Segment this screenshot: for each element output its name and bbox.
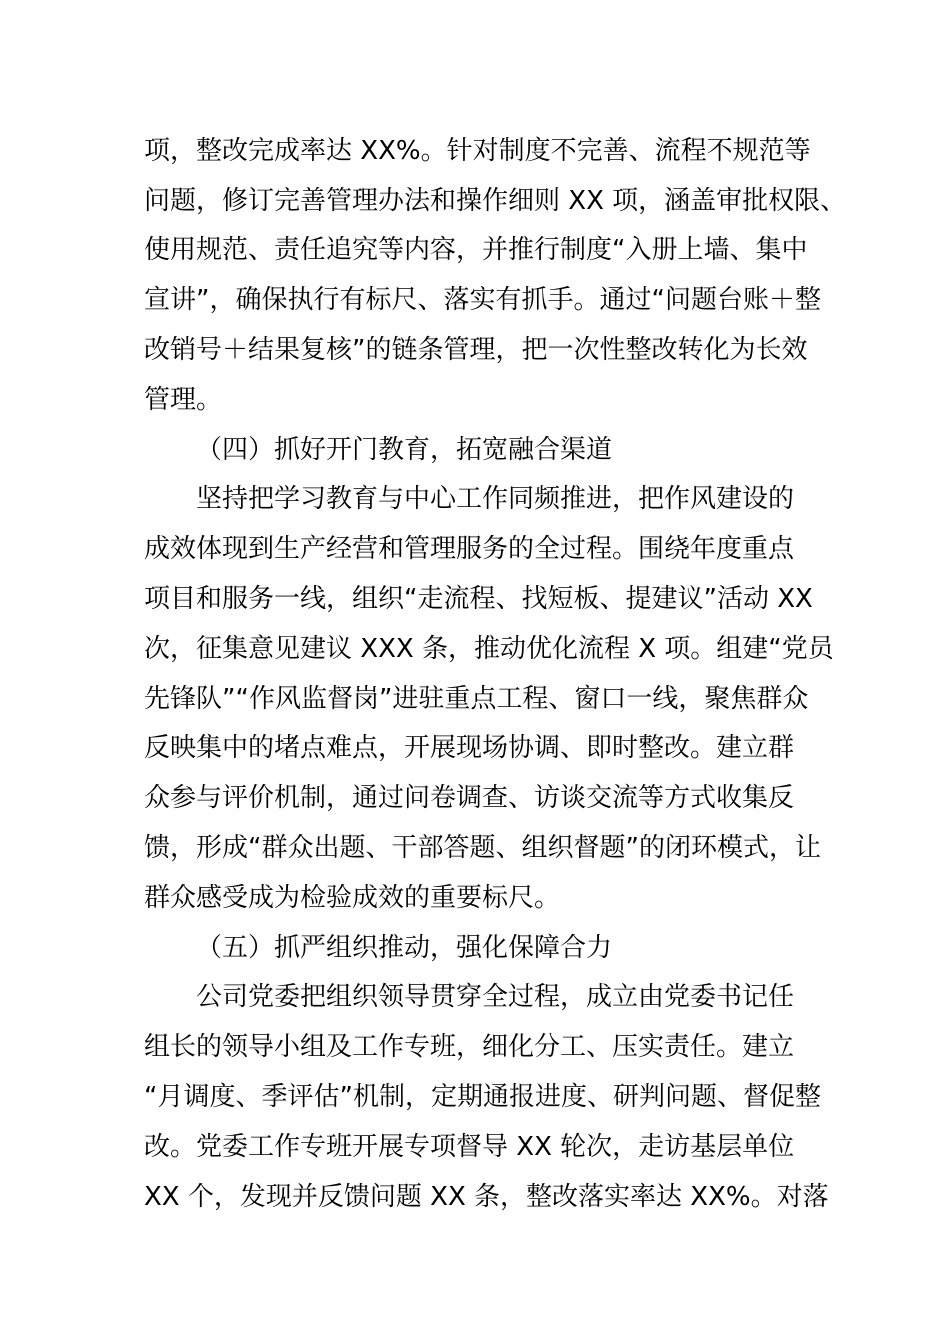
text-line: 群众感受成为检验成效的重要标尺。 [144,883,561,913]
text-line: 先锋队”“作风监督岗”进驻重点工程、窗口一线，聚焦群众 [144,684,809,714]
text-line: 改销号＋结果复核”的链条管理，把一次性整改转化为长效 [144,335,808,365]
text-line: 坚持把学习教育与中心工作同频推进，把作风建设的 [196,484,795,514]
section-heading-four: （四）抓好开门教育，拓宽融合渠道 [196,435,613,465]
section-heading-five: （五）抓严组织推动，强化保障合力 [196,933,613,963]
text-line: XX 个，发现并反馈问题 XX 条，整改落实率达 XX%。对落 [144,1182,829,1212]
text-line: 改。党委工作专班开展专项督导 XX 轮次，走访基层单位 [144,1132,795,1162]
text-line: 组长的领导小组及工作专班，细化分工、压实责任。建立 [144,1032,795,1062]
text-line: 项目和服务一线，组织“走流程、找短板、提建议”活动 XX [144,584,813,614]
text-line: 馈，形成“群众出题、干部答题、组织督题”的闭环模式，让 [144,833,821,863]
text-line: 成效体现到生产经营和管理服务的全过程。围绕年度重点 [144,534,795,564]
text-line: 使用规范、责任追究等内容，并推行制度“入册上墙、集中 [144,235,808,265]
text-line: 管理。 [144,385,223,415]
text-line: 项，整改完成率达 XX%。针对制度不完善、流程不规范等 [144,136,811,166]
text-line: 众参与评价机制，通过问卷调查、访谈交流等方式收集反 [144,783,795,813]
text-line: “月调度、季评估”机制，定期通报进度、研判问题、督促整 [144,1082,821,1112]
text-line: 公司党委把组织领导贯穿全过程，成立由党委书记任 [196,982,795,1012]
text-line: 次，征集意见建议 XXX 条，推动优化流程 X 项。组建“党员 [144,634,834,664]
text-line: 反映集中的堵点难点，开展现场协调、即时整改。建立群 [144,733,795,763]
text-line: 问题，修订完善管理办法和操作细则 XX 项，涵盖审批权限、 [144,186,847,216]
text-line: 宣讲”，确保执行有标尺、落实有抓手。通过“问题台账＋整 [144,285,821,315]
